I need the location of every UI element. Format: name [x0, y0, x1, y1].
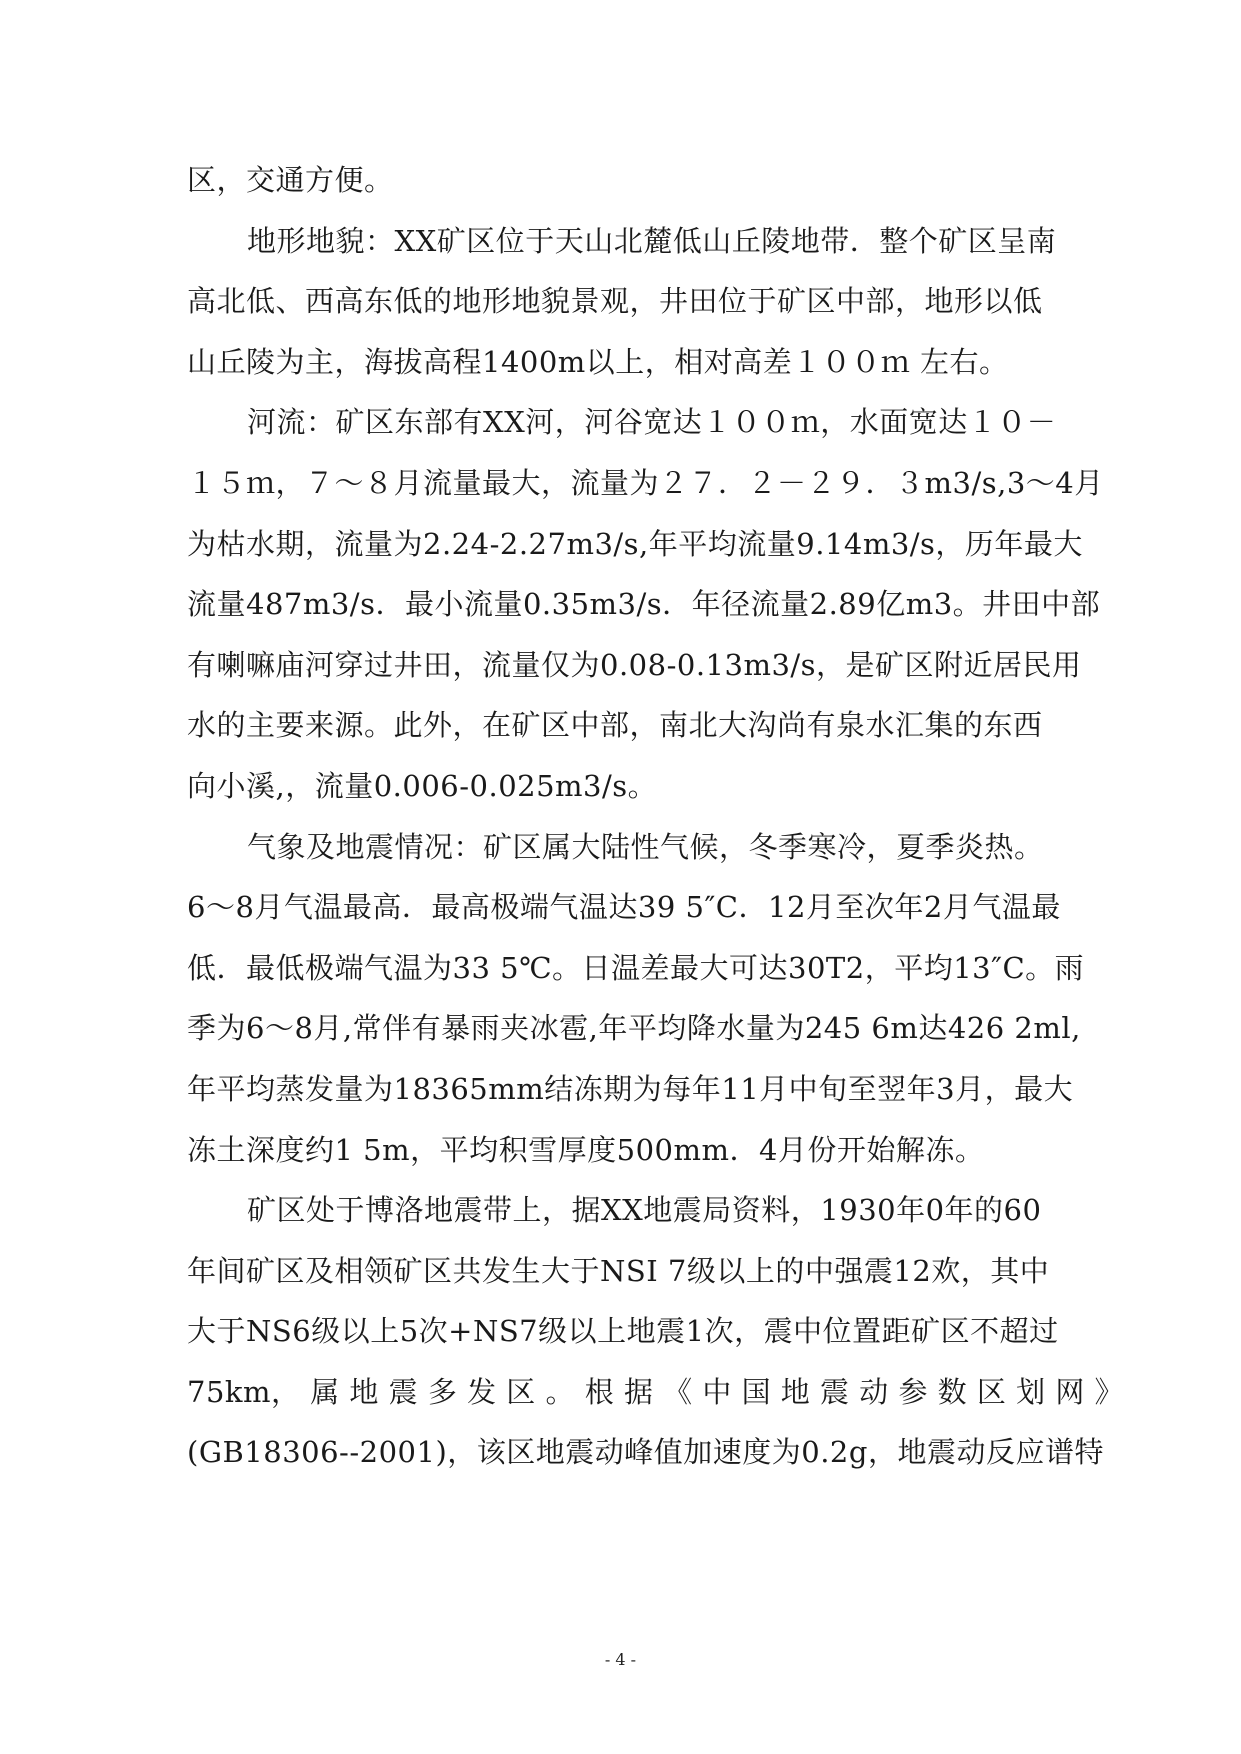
text-line: 为枯水期，流量为2.24-2.27m3/s,年平均流量9.14m3/s，历年最大	[187, 526, 1083, 561]
text-line: 低．最低极端气温为33 5℃。日温差最大可达30T2，平均13″C。雨	[187, 950, 1085, 985]
text-line: 气象及地震情况：矿区属大陆性气候，冬季寒冷，夏季炎热。	[247, 829, 1044, 864]
text-line: 大于NS6级以上5次+NS7级以上地震1次，震中位置距矿区不超过	[187, 1314, 1059, 1349]
text-line: 年间矿区及相领矿区共发生大于NSI 7级以上的中强震12欢，其中	[187, 1253, 1050, 1288]
text-line: 向小溪,，流量0.006-0.025m3/s。	[187, 768, 658, 803]
text-line: １５ｍ，７～８月流量最大，流量为２７．２－２９．３m3/s,3～4月	[187, 465, 1104, 500]
text-line: 6～8月气温最高．最高极端气温达39 5″C．12月至次年2月气温最	[187, 890, 1061, 925]
text-line: 矿区处于博洛地震带上，据XX地震局资料，1930年0年的60	[247, 1193, 1042, 1228]
text-line: 有喇嘛庙河穿过井田，流量仅为0.08-0.13m3/s，是矿区附近居民用	[187, 647, 1082, 682]
text-line: 冻土深度约1 5m，平均积雪厚度500mm．4月份开始解冻。	[187, 1132, 985, 1167]
body-text	[187, 150, 1125, 1483]
text-line: 高北低、西高东低的地形地貌景观，井田位于矿区中部，地形以低	[187, 284, 1043, 319]
text-line: (GB18306--2001)，该区地震动峰值加速度为0.2g，地震动反应谱特	[187, 1435, 1104, 1470]
text-line: 山丘陵为主，海拔高程1400m以上，相对高差１００ｍ 左右。	[187, 344, 1009, 379]
text-line: 区，交通方便。	[187, 163, 394, 197]
text-line: 年平均蒸发量为18365mm结冻期为每年11月中旬至翌年3月，最大	[187, 1071, 1074, 1106]
text-line: 流量487m3/s．最小流量0.35m3/s．年径流量2.89亿m3。井田中部	[187, 587, 1101, 622]
text-line: 75km， 属 地 震 多 发 区 。 根 据 《 中 国 地 震 动 参 数 区 划 网 》	[187, 1374, 1125, 1409]
text-line: 季为6～8月,常伴有暴雨夹冰雹,年平均降水量为245 6m达426 2ml,	[187, 1011, 1081, 1046]
text-line: 河流：矿区东部有XX河，河谷宽达１００ｍ，水面宽达１０－	[247, 405, 1057, 440]
page-number: - 4 -	[604, 1650, 637, 1669]
text-line: 地形地貌：XX矿区位于天山北麓低山丘陵地带．整个矿区呈南	[247, 223, 1057, 258]
text-line: 水的主要来源。此外，在矿区中部，南北大沟尚有泉水汇集的东西	[187, 708, 1043, 743]
